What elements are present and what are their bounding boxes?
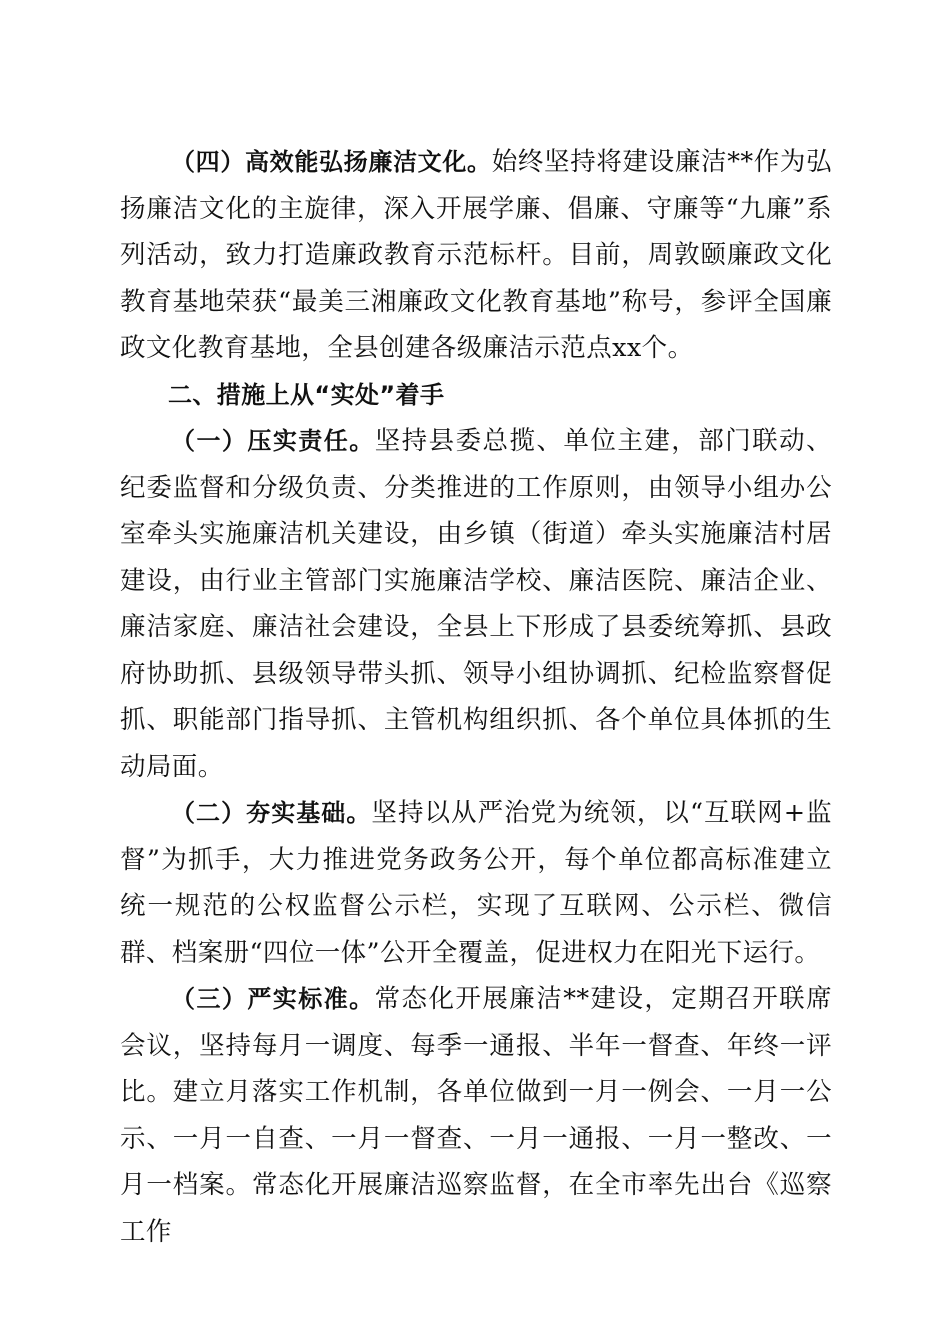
section-heading: 二、措施上从“实处”着手 (168, 380, 445, 409)
paragraph-lead: （二）夯实基础。 (171, 799, 372, 827)
paragraph-body: 常态化开展廉洁**建设，定期召开联席会议，坚持每月一调度、每季一通报、半年一督查、年终一评比。建立月落实工作机制，各单位做到一月一例会、一月一公示、一月一自查、一月一督查、一月一通报、一月一整改、一月一档案。常态化开展廉洁巡察监督，在全市率先出台《巡察工作 (120, 984, 833, 1247)
paragraph-body: 始终坚持将建设廉洁**作为弘扬廉洁文化的主旋律，深入开展学廉、倡廉、守廉等“九廉”系列活动，致力打造廉政教育示范标杆。目前，周敦颐廉政文化教育基地荣获“最美三湘廉政文化教育基地”称号，参评全国廉政文化教育基地，全县创建各级廉洁示范点xx个。 (120, 147, 832, 363)
paragraph-4 (120, 139, 832, 372)
paragraph-section-1 (120, 418, 832, 790)
paragraph-body: 坚持以从严治党为统领，以“互联网+监督”为抓手，大力推进党务政务公开，每个单位都高标准建立统一规范的公权监督公示栏，实现了互联网、公示栏、微信群、档案册“四位一体”公开全覆盖，促进权力在阳光下运行。 (120, 798, 833, 968)
paragraph-body: 坚持县委总揽、单位主建，部门联动、纪委监督和分级负责、分类推进的工作原则，由领导小组办公室牵头实施廉洁机关建设，由乡镇（街道）牵头实施廉洁村居建设，由行业主管部门实施廉洁学校、廉洁医院、廉洁企业、廉洁家庭、廉洁社会建设，全县上下形成了县委统筹抓、县政府协助抓、县级领导带头抓、领导小组协调抓、纪检监察督促抓、职能部门指导抓、主管机构组织抓、各个单位具体抓的生动局面。 (120, 426, 832, 782)
paragraph-lead: （一）压实责任。 (171, 427, 375, 455)
document-page (120, 139, 832, 1255)
paragraph-lead: （四）高效能弘扬廉洁文化。 (171, 148, 492, 176)
paragraph-lead: （三）严实标准。 (171, 985, 375, 1013)
paragraph-section-3 (120, 976, 832, 1255)
paragraph-section-2 (120, 790, 832, 976)
